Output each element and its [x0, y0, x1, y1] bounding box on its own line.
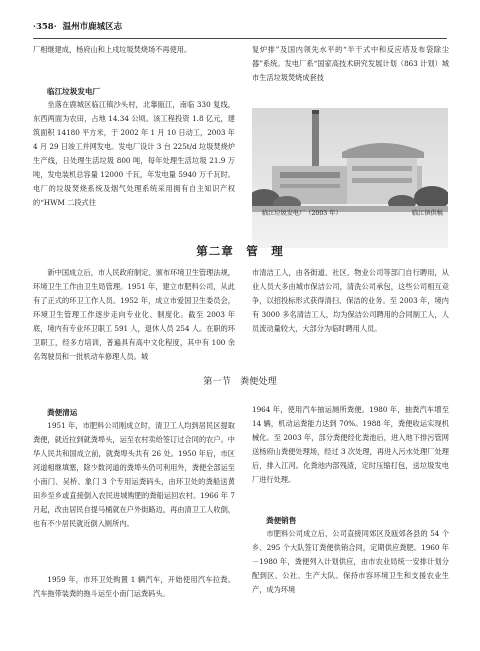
book-title: 温州市鹿城区志 — [62, 22, 123, 32]
col1-paragraph-0: 厂相继建成，杨府山和上戍垃圾焚烧场不再使用。 — [33, 45, 192, 54]
heading-feces-sales: 粪便销售 — [266, 516, 297, 525]
power-plant-image — [252, 108, 448, 248]
section-col2-paragraph-2: 市肥料公司成立后，公司直接同郊区及瓯郊各县的 54 个乡、295 个大队签订粪便供销合同，定期供应粪肥。1960 年－1980 年，粪便列入计划供应，由市农业局统一安排计划分配到区、公社、生产大队。保持市容环境卫生和支援农业生产，成为环境 — [252, 529, 449, 594]
header-rule — [33, 38, 447, 39]
photo-power-plant — [252, 108, 448, 248]
photo-caption: 临江垃圾发电厂（2003 年） — [262, 210, 342, 217]
running-header — [33, 20, 122, 32]
chapter-intro-right: 市清洁工人，由各街道、社区、物业公司等部门自行聘用，从业人员大多由城市保洁公司，清洗公司承包，这些公司相互竞争，以招投标形式获得清扫、保洁的业务。至 2003 年，境内有 3000 多名清洁工人，均为保洁公司聘用的合同制工人，人员流动量较大，大部分为临时聘用人员。 — [252, 268, 449, 333]
heading-linjiang-plant: 临江垃圾发电厂 — [47, 87, 101, 96]
chapter-intro-left: 新中国成立后，市人民政府制定、颁布环境卫生管理法规，环境卫生工作由卫生局管理。1951 年，建立市肥料公司，从此有了正式的环卫工作人员。1952 年，成立市爱国卫生委员会，环境卫生管理工作逐步走向专业化、制度化。截至 2003 年底，境内有专业环卫职工 591 人，退休人员 254 人。在职的环卫职工，经多方培训，普遍具有高中文化程度，其中有 100 余名驾驶员和一批机动车修理人员。城 — [33, 268, 235, 361]
section-title: 第一节 粪便处理 — [203, 376, 277, 387]
section-col1-paragraph-2: 1959 年，市环卫处购置 1 辆汽车，开始使用汽车拉粪。汽车拖带装粪的拖斗运至小南门运粪码头。 — [33, 575, 235, 598]
col1-paragraph-1: 坐落在鹿城区临江镇沙头村，北靠瓯江，南临 330 复线，东西两面为农田，占地 14.34 公顷。该工程投资 1.8 亿元，建筑面积 14180 平方米，于 2002 年 1 月 10 日动工，2003 年 4 月 29 日竣工并网发电。发电厂设计 3 台 225t/d 垃圾焚烧炉生产线，日处理生活垃圾 800 吨，每年处理生活垃圾 21.9 万吨，发电装机总容量 12000 千瓦，年发电量 5940 万千瓦时。电厂的垃圾焚烧系统及烟气处理系统采用拥有自主知识产权的“HWM 二段式往 — [33, 100, 235, 207]
photo-credit: 临江镇供稿 — [412, 210, 443, 217]
col2-paragraph-1: 复炉排”及国内领先水平的“半干式中和反应塔及布袋除尘器”系统。发电厂系“国家高技术研究发展计划（863 计划）城市生活垃圾焚烧成套技 — [252, 45, 449, 82]
page-number: ·358· — [33, 22, 57, 32]
heading-feces-transport: 粪便清运 — [47, 408, 78, 417]
section-col2-paragraph-1: 1964 年，使用汽车抽运厕所粪便。1980 年，抽粪汽车增至 14 辆，机动运粪能力达到 70%。1988 年，粪便收运实现机械化。至 2003 年，部分粪便经化粪池后，进入地下排污管网送杨府山粪便处理场，经过 3 次处理，再进入污水处理厂处理后，排入江河。化粪池内部残渣，定时压缩打包，送垃圾发电厂进行处理。 — [252, 405, 449, 484]
chapter-title: 第二章 管 理 — [196, 244, 284, 258]
section-col1-paragraph-1: 1951 年，市肥料公司刚成立时，清卫工人均到居民区提取粪便，就近拉到就粪埠头，运至农村卖给签订过合同的农户。中华人民共和国成立前，就粪埠头共有 26 处。1950 年后，市区河道相继填塞，除少数河道的粪埠头仍可利用外，粪便全部运至小南门、吴桥、象门 3 个专用运粪码头，由环卫处的粪船送黄田乡至乡或直接倒入农民进城购肥的粪船运回农村。1966 年 7 月起，改由居民自提马桶就在户外街路边，再由清卫工人收倒，也有不少居民就近倒入厕所内。 — [33, 421, 235, 528]
